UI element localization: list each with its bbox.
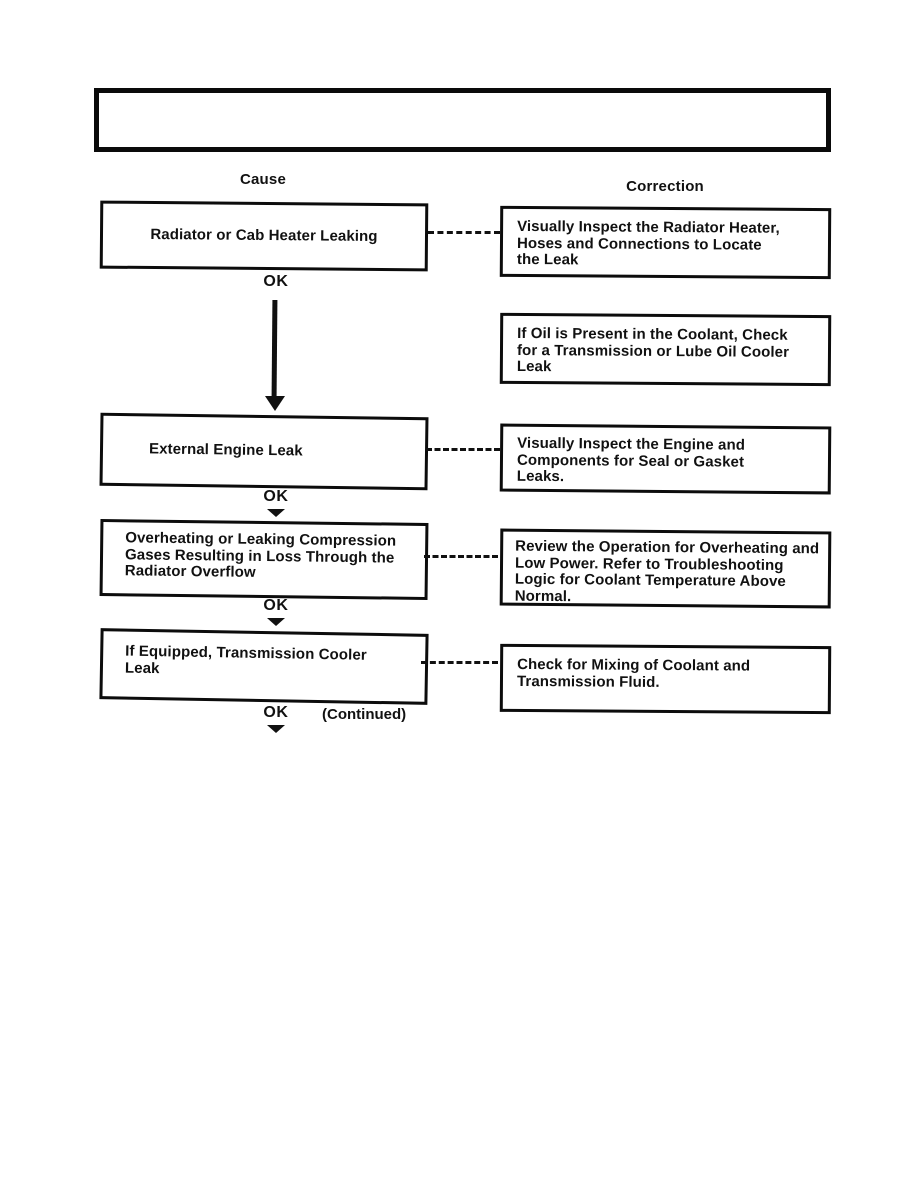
correction-box-oil-in-coolant	[500, 313, 831, 386]
cause-text-line: Radiator or Cab Heater Leaking	[150, 225, 378, 245]
cause-column-header: Cause	[239, 171, 287, 188]
dashed-connector	[421, 661, 498, 664]
cause-text-line: External Engine Leak	[148, 440, 303, 460]
title-box	[94, 88, 831, 152]
cause-text-line: Leak	[124, 659, 160, 677]
correction-box-review-operation	[500, 529, 832, 609]
ok-label: OK	[263, 273, 289, 290]
correction-text-line: Visually Inspect the Engine and	[517, 434, 746, 454]
ok-label: OK	[263, 488, 289, 505]
correction-text-line: the Leak	[516, 250, 579, 269]
correction-text-line: for a Transmission or Lube Oil Cooler	[516, 341, 790, 361]
ok-label: OK	[263, 704, 289, 721]
cause-box-overheating-compression-gases	[100, 519, 429, 600]
down-arrowhead-icon	[267, 618, 285, 626]
correction-text-line: Review the Operation for Overheating and	[515, 537, 820, 558]
cause-text-line: If Equipped, Transmission Cooler	[125, 642, 367, 664]
ok-label: OK	[263, 597, 289, 614]
correction-text-line: Leaks.	[516, 467, 565, 486]
correction-text-line: Components for Seal or Gasket	[516, 451, 745, 471]
dashed-connector	[426, 448, 500, 451]
correction-box-visually-inspect-radiator	[500, 206, 831, 279]
correction-text-line: Hoses and Connections to Locate	[516, 234, 762, 254]
cause-box-external-engine-leak	[100, 413, 429, 491]
down-arrow-head-icon	[265, 396, 285, 411]
cause-box-transmission-cooler-leak	[99, 628, 428, 705]
correction-text-line: Visually Inspect the Radiator Heater,	[517, 217, 780, 237]
correction-box-inspect-engine-components	[500, 424, 832, 495]
continued-label: (Continued)	[322, 706, 407, 723]
dashed-connector	[424, 555, 498, 558]
correction-box-check-coolant-mixing	[500, 644, 831, 714]
cause-text-line: Radiator Overflow	[124, 562, 256, 581]
correction-text-line: Low Power. Refer to Troubleshooting	[514, 554, 784, 574]
down-arrow-shaft	[272, 300, 278, 397]
cause-text-line: Overheating or Leaking Compression	[125, 529, 397, 550]
correction-text-line: If Oil is Present in the Coolant, Check	[517, 324, 788, 344]
correction-text-line: Normal.	[514, 587, 572, 605]
cause-text-line: Gases Resulting in Loss Through the	[124, 545, 395, 567]
correction-text-line: Leak	[516, 357, 552, 376]
down-arrowhead-icon	[267, 725, 285, 733]
down-arrowhead-icon	[267, 509, 285, 517]
dashed-connector	[428, 231, 500, 234]
cause-box-radiator-cab-heater	[100, 201, 429, 272]
correction-text-line: Check for Mixing of Coolant and	[517, 655, 751, 675]
correction-column-header: Correction	[626, 178, 704, 195]
correction-text-line: Logic for Coolant Temperature Above	[514, 570, 786, 591]
correction-text-line: Transmission Fluid.	[516, 672, 660, 691]
